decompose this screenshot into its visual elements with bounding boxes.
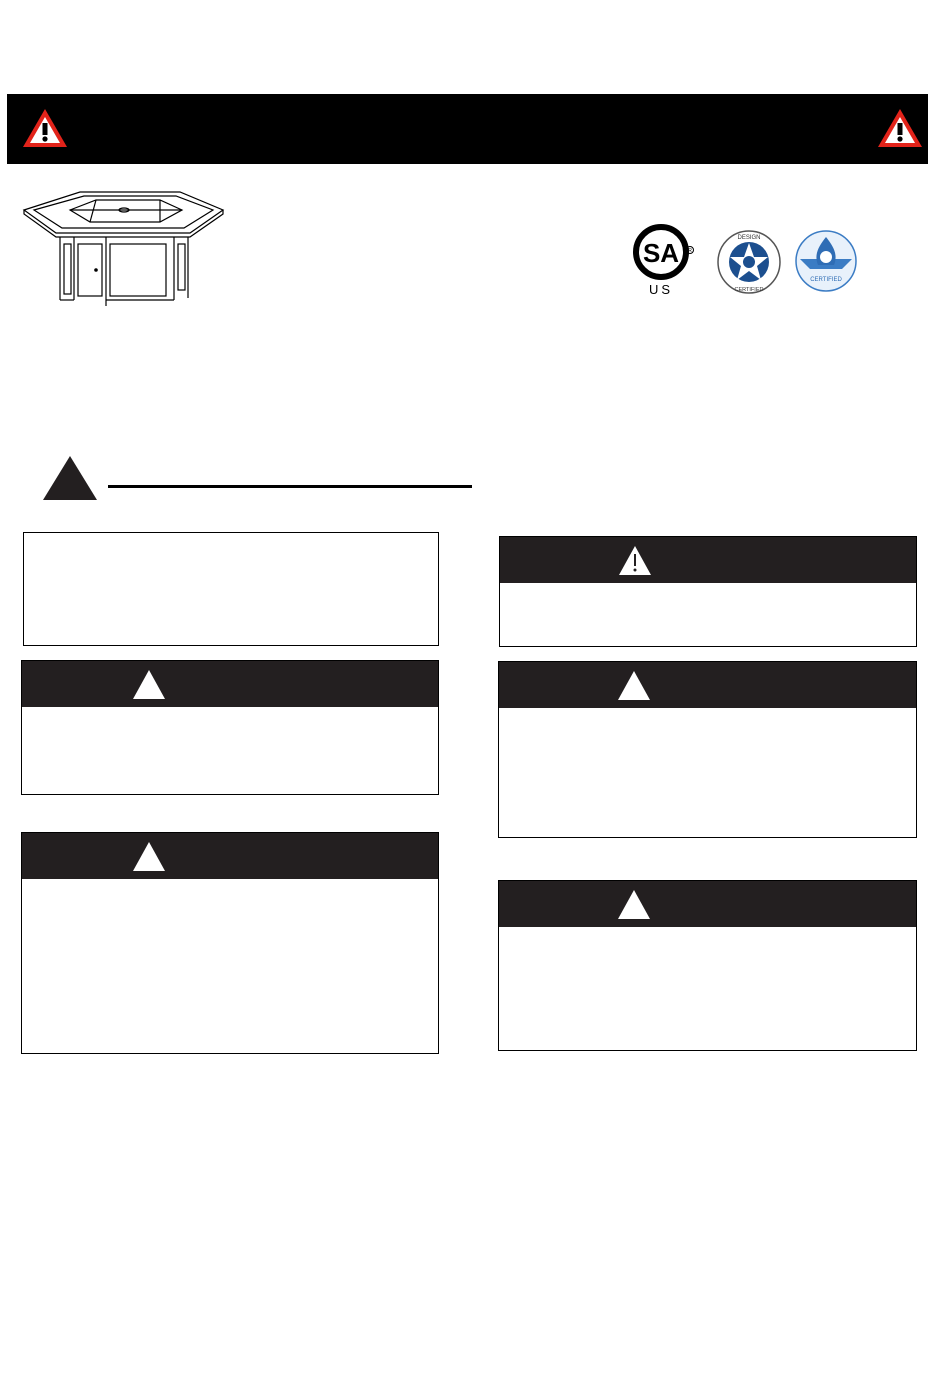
warning-header <box>500 537 916 583</box>
warning-triangle-icon <box>617 670 651 701</box>
svg-text:CERTIFIED: CERTIFIED <box>810 277 842 283</box>
svg-text:SA: SA <box>642 238 680 268</box>
section-divider <box>108 485 472 488</box>
top-warning-banner <box>7 94 928 164</box>
warning-triangle-icon <box>876 107 924 149</box>
warning-box <box>21 660 439 795</box>
svg-text:US: US <box>648 282 674 296</box>
warning-triangle-icon <box>21 107 69 149</box>
warning-header <box>22 833 438 879</box>
warning-box <box>21 832 439 1054</box>
warning-triangle-icon <box>42 455 98 501</box>
svg-text:R: R <box>688 248 692 254</box>
fire-table-illustration <box>20 188 226 308</box>
warning-triangle-icon <box>132 669 166 700</box>
warning-triangle-icon <box>618 545 652 576</box>
design-certified-seal <box>716 229 782 295</box>
warning-header <box>499 881 916 927</box>
warning-box <box>499 536 917 647</box>
csa-certification-logo <box>633 222 697 296</box>
svg-text:CERTIFIED: CERTIFIED <box>734 287 764 293</box>
notice-box <box>23 532 439 646</box>
warning-header <box>22 661 438 707</box>
warning-triangle-icon <box>617 889 651 920</box>
warning-header <box>499 662 916 708</box>
warning-triangle-icon <box>132 841 166 872</box>
warning-box <box>498 880 917 1051</box>
svg-text:DESIGN: DESIGN <box>737 235 761 241</box>
certified-seal <box>794 229 858 293</box>
warning-box <box>498 661 917 838</box>
